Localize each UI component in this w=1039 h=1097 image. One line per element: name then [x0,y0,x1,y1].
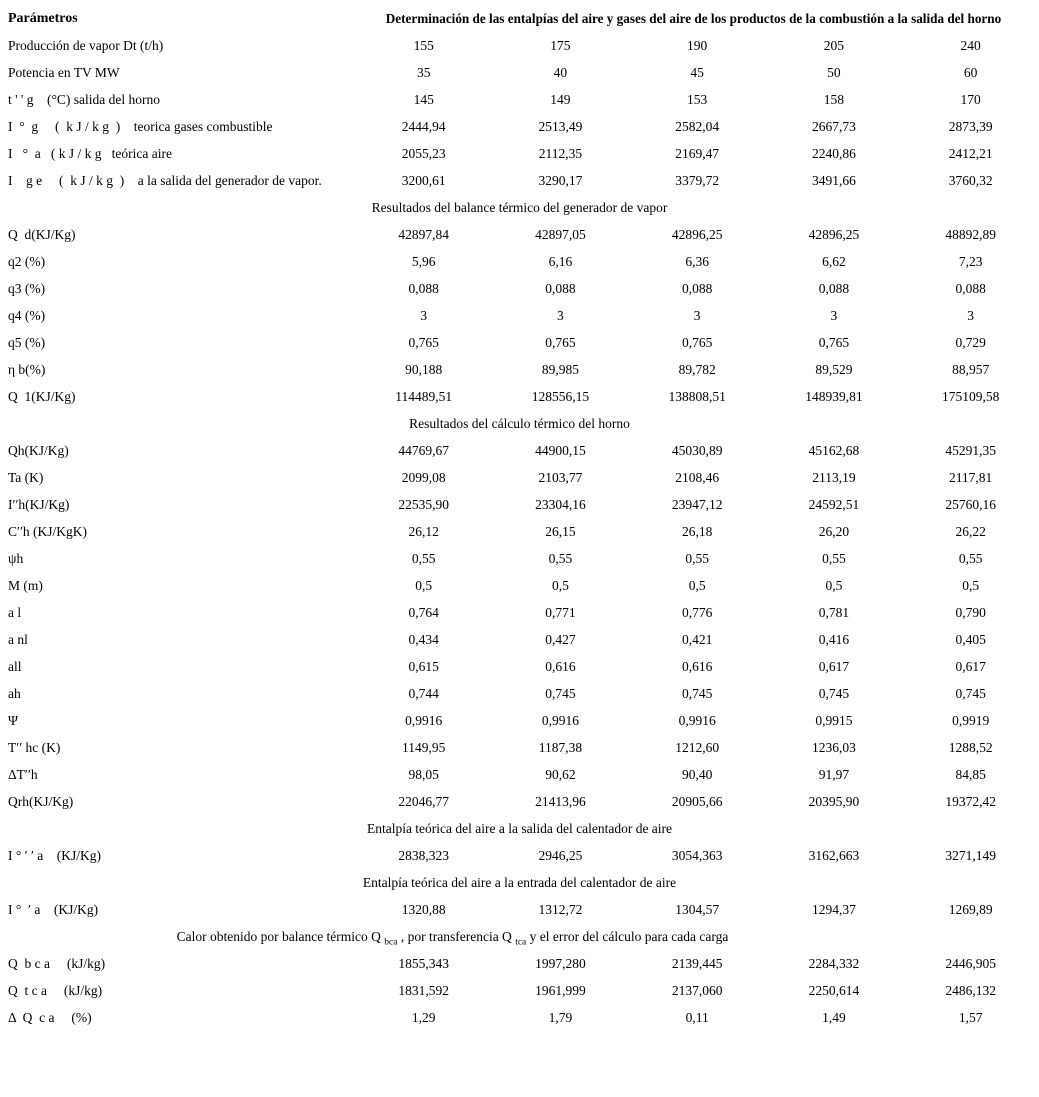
table-row [0,329,1039,356]
cell-value: 0,616 [681,658,713,674]
cell-value: 3162,663 [808,847,860,863]
cell-value: 2582,04 [675,118,720,134]
cell-value: 26,12 [408,523,439,539]
row-label: a nl [8,631,28,647]
table-row [0,275,1039,302]
cell-value: 190 [687,37,708,53]
cell-value: 90,40 [681,766,713,782]
cell-value: 3379,72 [675,172,720,188]
row-label: I′′h(KJ/Kg) [8,496,70,512]
cell-value: 19372,42 [945,793,996,809]
table-row [0,140,1039,167]
cell-value: 0,427 [545,631,576,647]
row-label: Q d(KJ/Kg) [8,226,76,242]
cell-value: 1,57 [958,1009,983,1025]
cell-value: 5,96 [411,253,436,269]
cell-value: 22046,77 [398,793,449,809]
cell-value: 60 [963,64,978,80]
cell-value: 1,29 [411,1009,436,1025]
table-row [0,221,1039,248]
row-label: T′′ hc (K) [8,739,61,755]
cell-value: 1304,57 [675,901,720,917]
row-label: Q t c a (kJ/kg) [8,982,103,998]
table-header-row [0,5,1039,32]
cell-value: 1997,280 [535,955,586,971]
cell-value: 0,55 [548,550,573,566]
section-title: Calor obtenido por balance térmico Q $_{bca}$ , por transferencia Q $_{tca}$ y el error del cálculo para cada carga [176,928,729,948]
cell-value: 26,18 [681,523,713,539]
cell-value: 145 [413,91,434,107]
cell-value: 1,79 [548,1009,573,1025]
cell-value: 2240,86 [811,145,856,161]
cell-value: 0,5 [688,577,706,593]
table-row [0,32,1039,59]
cell-value: 0,729 [955,334,986,350]
table-row [0,302,1039,329]
cell-value: 0,088 [408,280,439,296]
cell-value: 1294,37 [811,901,856,917]
table-row [0,653,1039,680]
cell-value: 2113,19 [812,469,856,485]
cell-value: 2486,132 [945,982,996,998]
table-row [0,842,1039,869]
cell-value: 24592,51 [808,496,860,512]
cell-value: 6,36 [685,253,709,269]
cell-value: 35 [416,64,431,80]
cell-value: 3 [830,307,838,323]
cell-value: 0,781 [818,604,850,620]
row-label: q4 (%) [8,307,46,323]
row-label: ah [8,685,21,701]
cell-value: 2513,49 [538,118,583,134]
cell-value: 40 [553,64,568,80]
cell-value: 1831,592 [398,982,449,998]
cell-value: 175 [550,37,571,53]
table-row [0,680,1039,707]
table-row [0,896,1039,923]
cell-value: 0,5 [551,577,569,593]
cell-value: 1961,999 [535,982,586,998]
cell-value: 1212,60 [675,739,720,755]
row-label: Potencia en TV MW [8,64,120,80]
cell-value: 3271,149 [945,847,996,863]
cell-value: 0,55 [822,550,846,566]
cell-value: 26,20 [818,523,850,539]
cell-value: 2112,35 [538,145,583,161]
row-label: t ' ' g (°C) salida del horno [8,91,160,107]
table-row [0,113,1039,140]
cell-value: 3491,66 [811,172,856,188]
cell-value: 42896,25 [671,226,723,242]
table-row [0,572,1039,599]
table-row [0,86,1039,113]
cell-value: 2946,25 [538,847,583,863]
cell-value: 50 [827,64,841,80]
cell-value: 0,765 [681,334,713,350]
table-row [0,248,1039,275]
cell-value: 0,088 [681,280,713,296]
cell-value: 2444,94 [401,118,446,134]
cell-value: 0,088 [545,280,576,296]
cell-value: 0,745 [955,685,986,701]
cell-value: 3 [557,307,564,323]
cell-value: 23947,12 [671,496,723,512]
section-header-row [0,869,1039,896]
cell-value: 0,55 [411,550,436,566]
cell-value: 0,405 [955,631,986,647]
cell-value: 0,616 [545,658,576,674]
cell-value: 42897,05 [535,226,586,242]
cell-value: 2137,060 [671,982,723,998]
cell-value: 44900,15 [535,442,586,458]
cell-value: 7,23 [958,253,983,269]
cell-value: 0,434 [408,631,439,647]
cell-value: 26,15 [545,523,576,539]
table-row [0,464,1039,491]
cell-value: 0,9916 [678,712,716,728]
cell-value: 1187,38 [538,739,583,755]
cell-value: 26,22 [955,523,986,539]
section-title: Entalpía teórica del aire a la salida del calentador de aire [366,820,673,836]
cell-value: 89,985 [541,361,579,377]
table-row [0,1004,1039,1031]
cell-value: 6,62 [822,253,846,269]
cell-value: 2838,323 [398,847,449,863]
cell-value: 0,9916 [541,712,579,728]
section-title: Resultados del balance térmico del generador de vapor [371,199,668,215]
cell-value: 1236,03 [811,739,856,755]
cell-value: 3760,32 [948,172,993,188]
cell-value: 90,62 [545,766,576,782]
cell-value: 0,088 [955,280,986,296]
cell-value: 0,5 [825,577,843,593]
cell-value: 1,49 [822,1009,846,1025]
cell-value: 45030,89 [671,442,723,458]
section-title: Entalpía teórica del aire a la entrada del calentador de aire [362,874,677,890]
cell-value: 0,9915 [815,712,853,728]
cell-value: 48892,89 [945,226,996,242]
table-title: Determinación de las entalpías del aire y gases del aire de los productos de la combustión a la salida del horno [385,10,1002,26]
cell-value: 149 [550,91,571,107]
cell-value: 0,765 [545,334,576,350]
row-label: q3 (%) [8,280,46,296]
table-row [0,707,1039,734]
row-label: I ° a ( k J / k g teórica aire [8,145,172,161]
cell-value: 1149,95 [402,739,446,755]
table-row [0,734,1039,761]
cell-value: 91,97 [818,766,850,782]
table-row [0,545,1039,572]
cell-value: 2250,614 [808,982,860,998]
cell-value: 0,9919 [952,712,990,728]
cell-value: 20395,90 [808,793,860,809]
row-label: Ψ [8,712,18,728]
cell-value: 2169,47 [675,145,720,161]
cell-value: 42897,84 [398,226,449,242]
cell-value: 0,745 [545,685,576,701]
cell-value: 3290,17 [538,172,583,188]
cell-value: 2667,73 [811,118,856,134]
table-row [0,761,1039,788]
table-row [0,977,1039,1004]
cell-value: 153 [687,91,708,107]
row-label: I ° ′ a (KJ/Kg) [8,901,99,917]
cell-value: 0,745 [681,685,713,701]
parameters-column-header: Parámetros [8,10,78,26]
cell-value: 114489,51 [395,388,453,404]
cell-value: 0,088 [818,280,850,296]
cell-value: 2139,445 [671,955,723,971]
cell-value: 89,782 [678,361,716,377]
cell-value: 3054,363 [671,847,723,863]
cell-value: 0,421 [681,631,713,647]
cell-value: 0,5 [415,577,433,593]
row-label: Δ Q c a (%) [8,1009,92,1025]
cell-value: 3 [693,307,701,323]
row-label: Q b c a (kJ/kg) [8,955,106,971]
cell-value: 0,776 [681,604,713,620]
cell-value: 170 [960,91,981,107]
cell-value: 148939,81 [805,388,863,404]
cell-value: 2108,46 [675,469,720,485]
table-row [0,788,1039,815]
cell-value: 155 [413,37,434,53]
cell-value: 2103,77 [538,469,583,485]
table-row [0,518,1039,545]
cell-value: 128556,15 [531,388,590,404]
row-label: q5 (%) [8,334,46,350]
cell-value: 138808,51 [668,388,726,404]
table-row [0,383,1039,410]
row-label: M (m) [8,577,43,593]
cell-value: 1320,88 [401,901,446,917]
section-header-row [0,194,1039,221]
cell-value: 0,744 [408,685,439,701]
row-label: q2 (%) [8,253,46,269]
row-label: I ° g ( k J / k g ) teorica gases combustible [8,118,273,134]
cell-value: 1855,343 [398,955,449,971]
table-row [0,599,1039,626]
cell-value: 23304,16 [535,496,586,512]
cell-value: 42896,25 [808,226,860,242]
cell-value: 240 [960,37,981,53]
cell-value: 0,55 [958,550,983,566]
table-row [0,437,1039,464]
cell-value: 0,745 [818,685,850,701]
cell-value: 0,771 [545,604,576,620]
cell-value: 2117,81 [948,469,993,485]
table-row [0,491,1039,518]
cell-value: 0,765 [818,334,850,350]
row-label: a l [8,604,22,620]
cell-value: 84,85 [955,766,986,782]
cell-value: 88,957 [952,361,990,377]
cell-value: 45 [690,64,704,80]
row-label: ΔT′′h [8,766,38,782]
cell-value: 2284,332 [808,955,860,971]
cell-value: 3 [420,307,428,323]
cell-value: 0,764 [408,604,439,620]
cell-value: 0,9916 [405,712,443,728]
cell-value: 45162,68 [808,442,860,458]
row-label: Qrh(KJ/Kg) [8,793,74,809]
section-header-row [0,923,1039,950]
cell-value: 90,188 [405,361,443,377]
cell-value: 1288,52 [948,739,993,755]
table-row [0,950,1039,977]
row-label: C′′h (KJ/KgK) [8,523,88,539]
cell-value: 98,05 [408,766,439,782]
cell-value: 0,617 [818,658,850,674]
cell-value: 6,16 [548,253,573,269]
cell-value: 22535,90 [398,496,449,512]
row-label: all [8,658,22,674]
section-header-row [0,410,1039,437]
section-title: Resultados del cálculo térmico del horno [409,415,630,431]
cell-value: 3200,61 [401,172,446,188]
cell-value: 158 [823,91,845,107]
table-row [0,167,1039,194]
table-row [0,356,1039,383]
cell-value: 2055,23 [401,145,446,161]
cell-value: 0,5 [962,577,980,593]
table-row [0,59,1039,86]
cell-value: 1312,72 [538,901,583,917]
cell-value: 175109,58 [941,388,1000,404]
row-label: Ta (K) [8,469,44,485]
cell-value: 0,11 [685,1009,709,1025]
cell-value: 45291,35 [945,442,996,458]
cell-value: 44769,67 [398,442,449,458]
cell-value: 205 [823,37,845,53]
cell-value: 0,617 [955,658,986,674]
cell-value: 1269,89 [948,901,993,917]
row-label: η b(%) [8,361,46,377]
cell-value: 0,416 [818,631,850,647]
table-body [0,32,1039,1031]
cell-value: 0,55 [685,550,709,566]
cell-value: 2099,08 [401,469,446,485]
cell-value: 2412,21 [948,145,993,161]
cell-value: 25760,16 [945,496,996,512]
cell-value: 0,765 [408,334,439,350]
table-row [0,626,1039,653]
row-label: Producción de vapor Dt (t/h) [8,37,164,53]
cell-value: 89,529 [815,361,853,377]
cell-value: 0,790 [955,604,986,620]
row-label: Qh(KJ/Kg) [8,442,69,458]
row-label: Q 1(KJ/Kg) [8,388,76,404]
cell-value: 2873,39 [948,118,993,134]
cell-value: 2446,905 [945,955,996,971]
row-label: I g e ( k J / k g ) a la salida del generador de vapor. [8,172,322,188]
row-label: ψh [8,550,24,566]
cell-value: 0,615 [408,658,439,674]
row-label: I ° ′ ′ a (KJ/Kg) [8,847,102,863]
cell-value: 21413,96 [535,793,586,809]
cell-value: 3 [967,307,974,323]
section-header-row [0,815,1039,842]
cell-value: 20905,66 [671,793,723,809]
